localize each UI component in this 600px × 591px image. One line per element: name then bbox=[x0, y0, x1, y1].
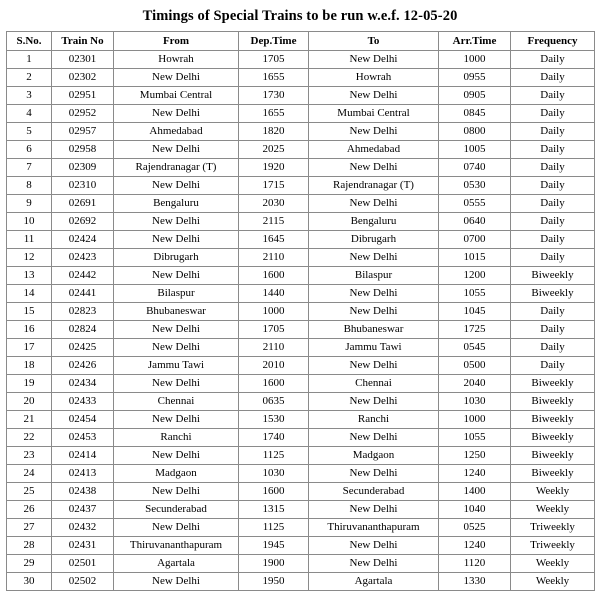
cell-to: New Delhi bbox=[309, 159, 439, 177]
cell-to: New Delhi bbox=[309, 303, 439, 321]
cell-from: New Delhi bbox=[114, 177, 239, 195]
cell-arr-time: 0555 bbox=[439, 195, 511, 213]
cell-dep-time: 2010 bbox=[239, 357, 309, 375]
table-row bbox=[7, 339, 595, 357]
cell-arr-time: 0640 bbox=[439, 213, 511, 231]
column-header-train-no: Train No bbox=[52, 32, 114, 51]
table-row bbox=[7, 69, 595, 87]
cell-to: Ahmedabad bbox=[309, 141, 439, 159]
cell-arr-time: 0545 bbox=[439, 339, 511, 357]
cell-to: Madgaon bbox=[309, 447, 439, 465]
cell-train-no: 02691 bbox=[52, 195, 114, 213]
cell-dep-time: 1125 bbox=[239, 519, 309, 537]
column-header-to: To bbox=[309, 32, 439, 51]
cell-train-no: 02441 bbox=[52, 285, 114, 303]
cell-from: New Delhi bbox=[114, 267, 239, 285]
table-row bbox=[7, 123, 595, 141]
cell-sno: 30 bbox=[7, 573, 52, 591]
cell-arr-time: 1000 bbox=[439, 51, 511, 69]
cell-train-no: 02433 bbox=[52, 393, 114, 411]
cell-dep-time: 1945 bbox=[239, 537, 309, 555]
cell-arr-time: 1030 bbox=[439, 393, 511, 411]
cell-frequency: Daily bbox=[511, 357, 595, 375]
cell-frequency: Biweekly bbox=[511, 393, 595, 411]
table-row bbox=[7, 555, 595, 573]
cell-sno: 22 bbox=[7, 429, 52, 447]
cell-from: Thiruvananthapuram bbox=[114, 537, 239, 555]
cell-to: Agartala bbox=[309, 573, 439, 591]
table-row bbox=[7, 357, 595, 375]
cell-train-no: 02952 bbox=[52, 105, 114, 123]
cell-frequency: Daily bbox=[511, 123, 595, 141]
cell-from: Chennai bbox=[114, 393, 239, 411]
cell-train-no: 02302 bbox=[52, 69, 114, 87]
cell-dep-time: 1600 bbox=[239, 375, 309, 393]
table-body bbox=[7, 51, 595, 591]
cell-frequency: Daily bbox=[511, 159, 595, 177]
cell-to: Bengaluru bbox=[309, 213, 439, 231]
cell-arr-time: 1725 bbox=[439, 321, 511, 339]
cell-to: Dibrugarh bbox=[309, 231, 439, 249]
cell-frequency: Daily bbox=[511, 141, 595, 159]
cell-frequency: Daily bbox=[511, 213, 595, 231]
cell-from: New Delhi bbox=[114, 375, 239, 393]
cell-sno: 21 bbox=[7, 411, 52, 429]
table-row bbox=[7, 231, 595, 249]
cell-to: Mumbai Central bbox=[309, 105, 439, 123]
cell-sno: 27 bbox=[7, 519, 52, 537]
cell-sno: 11 bbox=[7, 231, 52, 249]
cell-from: New Delhi bbox=[114, 321, 239, 339]
column-header-arr-time: Arr.Time bbox=[439, 32, 511, 51]
cell-sno: 3 bbox=[7, 87, 52, 105]
cell-arr-time: 1000 bbox=[439, 411, 511, 429]
cell-frequency: Daily bbox=[511, 87, 595, 105]
cell-train-no: 02434 bbox=[52, 375, 114, 393]
table-row bbox=[7, 51, 595, 69]
cell-from: New Delhi bbox=[114, 573, 239, 591]
cell-train-no: 02310 bbox=[52, 177, 114, 195]
cell-from: New Delhi bbox=[114, 411, 239, 429]
cell-dep-time: 1030 bbox=[239, 465, 309, 483]
cell-arr-time: 0800 bbox=[439, 123, 511, 141]
cell-sno: 10 bbox=[7, 213, 52, 231]
cell-sno: 26 bbox=[7, 501, 52, 519]
cell-sno: 15 bbox=[7, 303, 52, 321]
cell-frequency: Triweekly bbox=[511, 519, 595, 537]
table-row bbox=[7, 501, 595, 519]
cell-train-no: 02501 bbox=[52, 555, 114, 573]
cell-dep-time: 1600 bbox=[239, 483, 309, 501]
table-row bbox=[7, 519, 595, 537]
cell-dep-time: 0635 bbox=[239, 393, 309, 411]
table-row bbox=[7, 483, 595, 501]
cell-arr-time: 1045 bbox=[439, 303, 511, 321]
table-row bbox=[7, 447, 595, 465]
cell-frequency: Daily bbox=[511, 321, 595, 339]
cell-to: Bilaspur bbox=[309, 267, 439, 285]
cell-train-no: 02414 bbox=[52, 447, 114, 465]
cell-to: New Delhi bbox=[309, 87, 439, 105]
cell-arr-time: 1015 bbox=[439, 249, 511, 267]
cell-dep-time: 2115 bbox=[239, 213, 309, 231]
cell-frequency: Biweekly bbox=[511, 411, 595, 429]
page-title: Timings of Special Trains to be run w.e.f. 12-05-20 bbox=[142, 8, 458, 24]
cell-to: New Delhi bbox=[309, 393, 439, 411]
cell-sno: 14 bbox=[7, 285, 52, 303]
table-row bbox=[7, 393, 595, 411]
cell-train-no: 02413 bbox=[52, 465, 114, 483]
cell-sno: 19 bbox=[7, 375, 52, 393]
cell-sno: 1 bbox=[7, 51, 52, 69]
cell-from: Mumbai Central bbox=[114, 87, 239, 105]
cell-from: Jammu Tawi bbox=[114, 357, 239, 375]
cell-sno: 13 bbox=[7, 267, 52, 285]
cell-arr-time: 0905 bbox=[439, 87, 511, 105]
cell-arr-time: 0525 bbox=[439, 519, 511, 537]
cell-from: New Delhi bbox=[114, 69, 239, 87]
cell-from: Bhubaneswar bbox=[114, 303, 239, 321]
cell-from: New Delhi bbox=[114, 339, 239, 357]
cell-dep-time: 1705 bbox=[239, 51, 309, 69]
cell-arr-time: 1330 bbox=[439, 573, 511, 591]
column-header-frequency: Frequency bbox=[511, 32, 595, 51]
cell-from: New Delhi bbox=[114, 447, 239, 465]
cell-train-no: 02958 bbox=[52, 141, 114, 159]
cell-sno: 4 bbox=[7, 105, 52, 123]
cell-train-no: 02432 bbox=[52, 519, 114, 537]
cell-to: Thiruvananthapuram bbox=[309, 519, 439, 537]
table-header-row bbox=[7, 32, 595, 51]
cell-arr-time: 1055 bbox=[439, 285, 511, 303]
cell-train-no: 02301 bbox=[52, 51, 114, 69]
cell-to: Ranchi bbox=[309, 411, 439, 429]
table-row bbox=[7, 411, 595, 429]
cell-from: New Delhi bbox=[114, 519, 239, 537]
cell-sno: 20 bbox=[7, 393, 52, 411]
cell-frequency: Biweekly bbox=[511, 285, 595, 303]
column-header-from: From bbox=[114, 32, 239, 51]
cell-dep-time: 1000 bbox=[239, 303, 309, 321]
cell-train-no: 02502 bbox=[52, 573, 114, 591]
cell-frequency: Triweekly bbox=[511, 537, 595, 555]
cell-train-no: 02425 bbox=[52, 339, 114, 357]
cell-train-no: 02438 bbox=[52, 483, 114, 501]
cell-from: New Delhi bbox=[114, 105, 239, 123]
cell-dep-time: 2030 bbox=[239, 195, 309, 213]
cell-to: Bhubaneswar bbox=[309, 321, 439, 339]
cell-frequency: Weekly bbox=[511, 573, 595, 591]
cell-from: Bilaspur bbox=[114, 285, 239, 303]
table-row bbox=[7, 141, 595, 159]
cell-train-no: 02824 bbox=[52, 321, 114, 339]
cell-from: Madgaon bbox=[114, 465, 239, 483]
cell-to: New Delhi bbox=[309, 249, 439, 267]
cell-arr-time: 0955 bbox=[439, 69, 511, 87]
cell-from: Ranchi bbox=[114, 429, 239, 447]
cell-frequency: Daily bbox=[511, 177, 595, 195]
cell-arr-time: 1240 bbox=[439, 465, 511, 483]
cell-train-no: 02437 bbox=[52, 501, 114, 519]
cell-sno: 18 bbox=[7, 357, 52, 375]
cell-frequency: Biweekly bbox=[511, 267, 595, 285]
cell-from: Dibrugarh bbox=[114, 249, 239, 267]
cell-arr-time: 1040 bbox=[439, 501, 511, 519]
table-row bbox=[7, 537, 595, 555]
cell-sno: 8 bbox=[7, 177, 52, 195]
cell-to: Howrah bbox=[309, 69, 439, 87]
cell-to: New Delhi bbox=[309, 465, 439, 483]
cell-dep-time: 1715 bbox=[239, 177, 309, 195]
cell-train-no: 02453 bbox=[52, 429, 114, 447]
cell-dep-time: 2025 bbox=[239, 141, 309, 159]
cell-sno: 25 bbox=[7, 483, 52, 501]
cell-from: New Delhi bbox=[114, 483, 239, 501]
cell-frequency: Biweekly bbox=[511, 465, 595, 483]
cell-train-no: 02823 bbox=[52, 303, 114, 321]
table-row bbox=[7, 375, 595, 393]
cell-sno: 7 bbox=[7, 159, 52, 177]
cell-dep-time: 1950 bbox=[239, 573, 309, 591]
table-row bbox=[7, 249, 595, 267]
cell-frequency: Weekly bbox=[511, 501, 595, 519]
cell-train-no: 02424 bbox=[52, 231, 114, 249]
cell-arr-time: 0740 bbox=[439, 159, 511, 177]
cell-arr-time: 0845 bbox=[439, 105, 511, 123]
table-row bbox=[7, 285, 595, 303]
cell-train-no: 02426 bbox=[52, 357, 114, 375]
cell-train-no: 02423 bbox=[52, 249, 114, 267]
cell-sno: 2 bbox=[7, 69, 52, 87]
cell-sno: 16 bbox=[7, 321, 52, 339]
table-row bbox=[7, 303, 595, 321]
table-header bbox=[7, 32, 595, 51]
cell-from: New Delhi bbox=[114, 141, 239, 159]
cell-dep-time: 1730 bbox=[239, 87, 309, 105]
cell-from: New Delhi bbox=[114, 213, 239, 231]
cell-train-no: 02431 bbox=[52, 537, 114, 555]
cell-dep-time: 1645 bbox=[239, 231, 309, 249]
cell-frequency: Weekly bbox=[511, 483, 595, 501]
table-row bbox=[7, 195, 595, 213]
table-row bbox=[7, 105, 595, 123]
cell-frequency: Daily bbox=[511, 51, 595, 69]
cell-dep-time: 2110 bbox=[239, 249, 309, 267]
cell-arr-time: 0530 bbox=[439, 177, 511, 195]
cell-to: New Delhi bbox=[309, 195, 439, 213]
cell-to: New Delhi bbox=[309, 537, 439, 555]
cell-from: Bengaluru bbox=[114, 195, 239, 213]
cell-frequency: Biweekly bbox=[511, 447, 595, 465]
cell-train-no: 02692 bbox=[52, 213, 114, 231]
cell-train-no: 02442 bbox=[52, 267, 114, 285]
table-row bbox=[7, 213, 595, 231]
cell-sno: 29 bbox=[7, 555, 52, 573]
table-row bbox=[7, 321, 595, 339]
cell-frequency: Daily bbox=[511, 303, 595, 321]
cell-dep-time: 1900 bbox=[239, 555, 309, 573]
cell-from: Rajendranagar (T) bbox=[114, 159, 239, 177]
cell-train-no: 02309 bbox=[52, 159, 114, 177]
cell-sno: 17 bbox=[7, 339, 52, 357]
cell-sno: 12 bbox=[7, 249, 52, 267]
table-row bbox=[7, 429, 595, 447]
cell-from: Howrah bbox=[114, 51, 239, 69]
cell-dep-time: 1125 bbox=[239, 447, 309, 465]
cell-arr-time: 1250 bbox=[439, 447, 511, 465]
cell-dep-time: 1440 bbox=[239, 285, 309, 303]
cell-to: New Delhi bbox=[309, 357, 439, 375]
cell-frequency: Daily bbox=[511, 231, 595, 249]
cell-arr-time: 0500 bbox=[439, 357, 511, 375]
cell-arr-time: 2040 bbox=[439, 375, 511, 393]
cell-frequency: Biweekly bbox=[511, 375, 595, 393]
cell-to: New Delhi bbox=[309, 285, 439, 303]
cell-from: Agartala bbox=[114, 555, 239, 573]
table-row bbox=[7, 267, 595, 285]
cell-to: Secunderabad bbox=[309, 483, 439, 501]
cell-sno: 23 bbox=[7, 447, 52, 465]
cell-dep-time: 1530 bbox=[239, 411, 309, 429]
cell-dep-time: 1315 bbox=[239, 501, 309, 519]
cell-sno: 6 bbox=[7, 141, 52, 159]
cell-dep-time: 1920 bbox=[239, 159, 309, 177]
table-row bbox=[7, 87, 595, 105]
cell-from: Secunderabad bbox=[114, 501, 239, 519]
cell-to: New Delhi bbox=[309, 555, 439, 573]
cell-dep-time: 1705 bbox=[239, 321, 309, 339]
cell-sno: 28 bbox=[7, 537, 52, 555]
table-row bbox=[7, 159, 595, 177]
cell-frequency: Weekly bbox=[511, 555, 595, 573]
cell-dep-time: 1600 bbox=[239, 267, 309, 285]
cell-to: Jammu Tawi bbox=[309, 339, 439, 357]
cell-to: New Delhi bbox=[309, 501, 439, 519]
cell-dep-time: 1740 bbox=[239, 429, 309, 447]
column-header-sno: S.No. bbox=[7, 32, 52, 51]
cell-arr-time: 1055 bbox=[439, 429, 511, 447]
cell-arr-time: 1240 bbox=[439, 537, 511, 555]
cell-arr-time: 0700 bbox=[439, 231, 511, 249]
cell-sno: 24 bbox=[7, 465, 52, 483]
cell-frequency: Daily bbox=[511, 69, 595, 87]
cell-frequency: Daily bbox=[511, 105, 595, 123]
cell-train-no: 02957 bbox=[52, 123, 114, 141]
cell-arr-time: 1005 bbox=[439, 141, 511, 159]
table-row bbox=[7, 465, 595, 483]
cell-sno: 9 bbox=[7, 195, 52, 213]
cell-dep-time: 2110 bbox=[239, 339, 309, 357]
cell-arr-time: 1200 bbox=[439, 267, 511, 285]
cell-to: Chennai bbox=[309, 375, 439, 393]
table-row bbox=[7, 177, 595, 195]
cell-frequency: Daily bbox=[511, 195, 595, 213]
cell-frequency: Daily bbox=[511, 339, 595, 357]
cell-dep-time: 1655 bbox=[239, 105, 309, 123]
cell-from: Ahmedabad bbox=[114, 123, 239, 141]
cell-from: New Delhi bbox=[114, 231, 239, 249]
train-timings-table bbox=[6, 31, 595, 591]
cell-to: New Delhi bbox=[309, 429, 439, 447]
column-header-dep-time: Dep.Time bbox=[239, 32, 309, 51]
cell-frequency: Biweekly bbox=[511, 429, 595, 447]
cell-sno: 5 bbox=[7, 123, 52, 141]
cell-to: New Delhi bbox=[309, 123, 439, 141]
cell-arr-time: 1120 bbox=[439, 555, 511, 573]
cell-train-no: 02951 bbox=[52, 87, 114, 105]
cell-to: New Delhi bbox=[309, 51, 439, 69]
cell-arr-time: 1400 bbox=[439, 483, 511, 501]
cell-dep-time: 1655 bbox=[239, 69, 309, 87]
cell-to: Rajendranagar (T) bbox=[309, 177, 439, 195]
cell-train-no: 02454 bbox=[52, 411, 114, 429]
cell-dep-time: 1820 bbox=[239, 123, 309, 141]
cell-frequency: Daily bbox=[511, 249, 595, 267]
